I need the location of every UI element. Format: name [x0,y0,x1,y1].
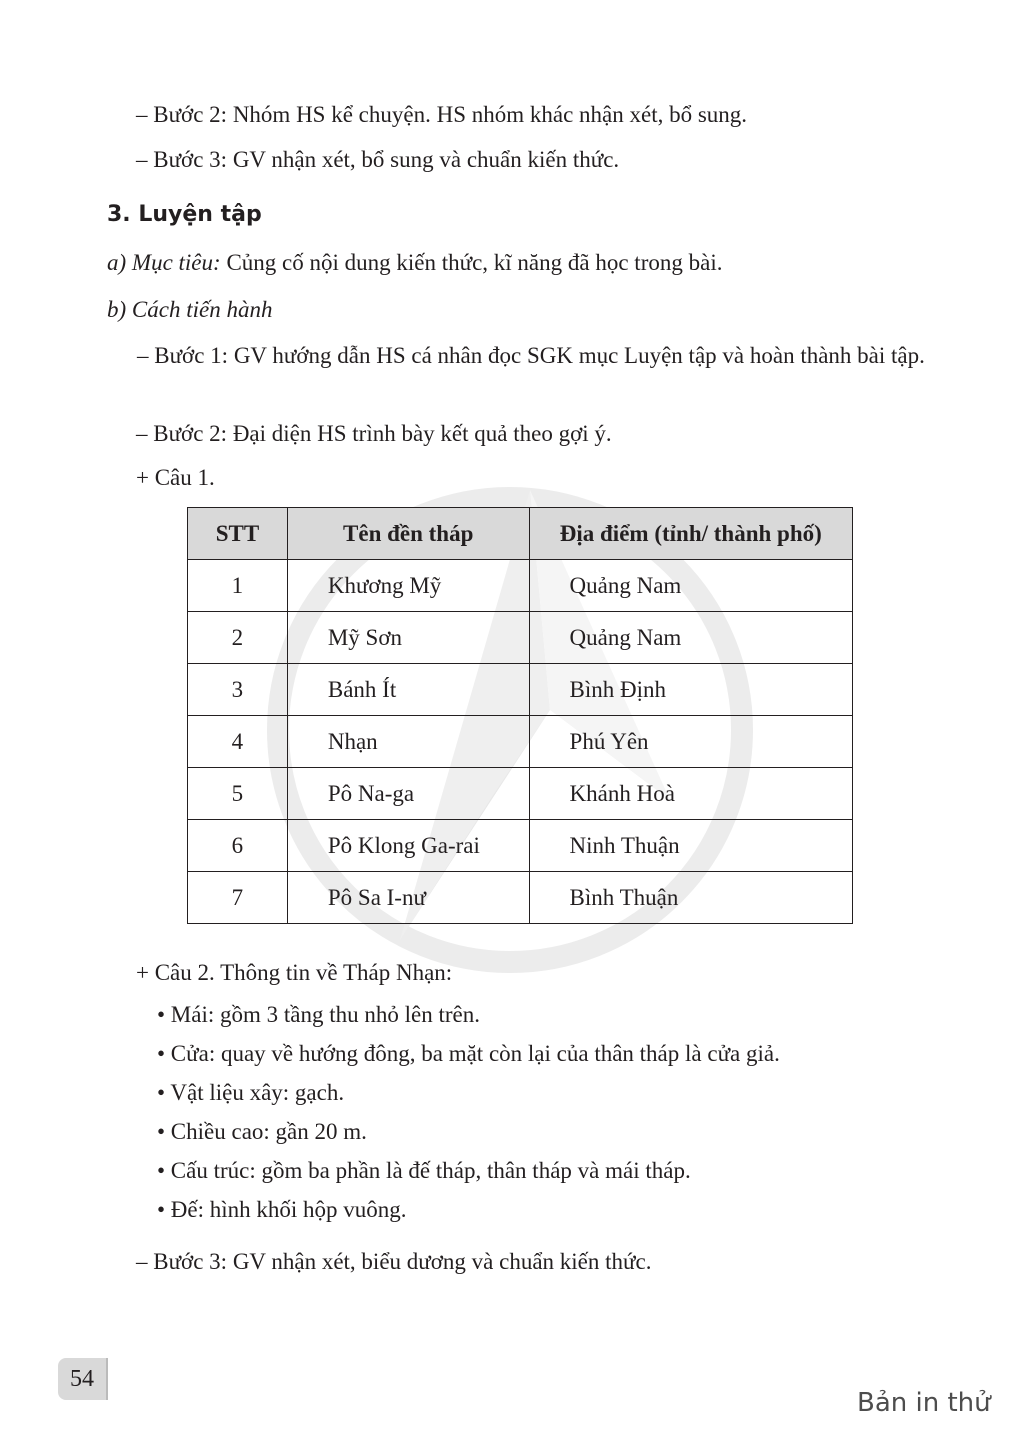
cell-stt: 1 [188,560,288,612]
header-location: Địa điểm (tỉnh/ thành phố) [529,508,852,560]
header-stt: STT [188,508,288,560]
step3-top: – Bước 3: GV nhận xét, bổ sung và chuẩn kiến thức. [136,147,620,172]
bullet-item: • Đế: hình khối hộp vuông. [157,1197,407,1222]
question2: + Câu 2. Thông tin về Tháp Nhạn: [136,960,453,985]
table-row [188,612,853,664]
cell-stt: 7 [188,872,288,924]
table-header-row [188,508,853,560]
cell-tower-name: Mỹ Sơn [287,612,529,664]
towers-table [187,507,853,924]
objective-text: Củng cố nội dung kiến thức, kĩ năng đã học trong bài. [220,250,723,275]
cell-location: Bình Định [529,664,852,716]
header-tower-name: Tên đền tháp [287,508,529,560]
table-row [188,716,853,768]
cell-location: Ninh Thuận [529,820,852,872]
bullet-item: • Cấu trúc: gồm ba phần là đế tháp, thân tháp và mái tháp. [157,1158,691,1183]
cell-stt: 6 [188,820,288,872]
cell-location: Khánh Hoà [529,768,852,820]
step2: – Bước 2: Đại diện HS trình bày kết quả theo gợi ý. [136,421,612,446]
cell-stt: 3 [188,664,288,716]
bullet-item: • Vật liệu xây: gạch. [157,1080,345,1105]
table-row [188,768,853,820]
cell-location: Bình Thuận [529,872,852,924]
section-title: 3. Luyện tập [107,202,262,227]
cell-tower-name: Pô Klong Ga-rai [287,820,529,872]
step2-top: – Bước 2: Nhóm HS kể chuyện. HS nhóm khác nhận xét, bổ sung. [136,102,748,127]
cell-tower-name: Pô Sa I-nư [287,872,529,924]
cell-tower-name: Bánh Ít [287,664,529,716]
cell-location: Phú Yên [529,716,852,768]
cell-stt: 4 [188,716,288,768]
table-row [188,872,853,924]
table-row [188,820,853,872]
cell-stt: 5 [188,768,288,820]
cell-stt: 2 [188,612,288,664]
bullet-item: • Cửa: quay về hướng đông, ba mặt còn lại của thân tháp là cửa giả. [157,1041,780,1066]
draft-label: Bản in thử [857,1388,991,1418]
step3: – Bước 3: GV nhận xét, biểu dương và chuẩn kiến thức. [136,1249,652,1274]
cell-location: Quảng Nam [529,612,852,664]
cell-location: Quảng Nam [529,560,852,612]
objective-line [107,248,722,278]
cell-tower-name: Khương Mỹ [287,560,529,612]
cell-tower-name: Nhạn [287,716,529,768]
objective-label: a) Mục tiêu: [107,250,221,275]
table-row [188,664,853,716]
bullet-item: • Chiều cao: gần 20 m. [157,1119,367,1144]
procedure-label: b) Cách tiến hành [107,297,273,322]
table-row [188,560,853,612]
step1: – Bước 1: GV hướng dẫn HS cá nhân đọc SGK mục Luyện tập và hoàn thành bài tập. [137,343,925,368]
cell-tower-name: Pô Na-ga [287,768,529,820]
page-number: 54 [58,1358,106,1400]
bullet-item: • Mái: gồm 3 tầng thu nhỏ lên trên. [157,1002,480,1027]
question1: + Câu 1. [136,465,215,490]
